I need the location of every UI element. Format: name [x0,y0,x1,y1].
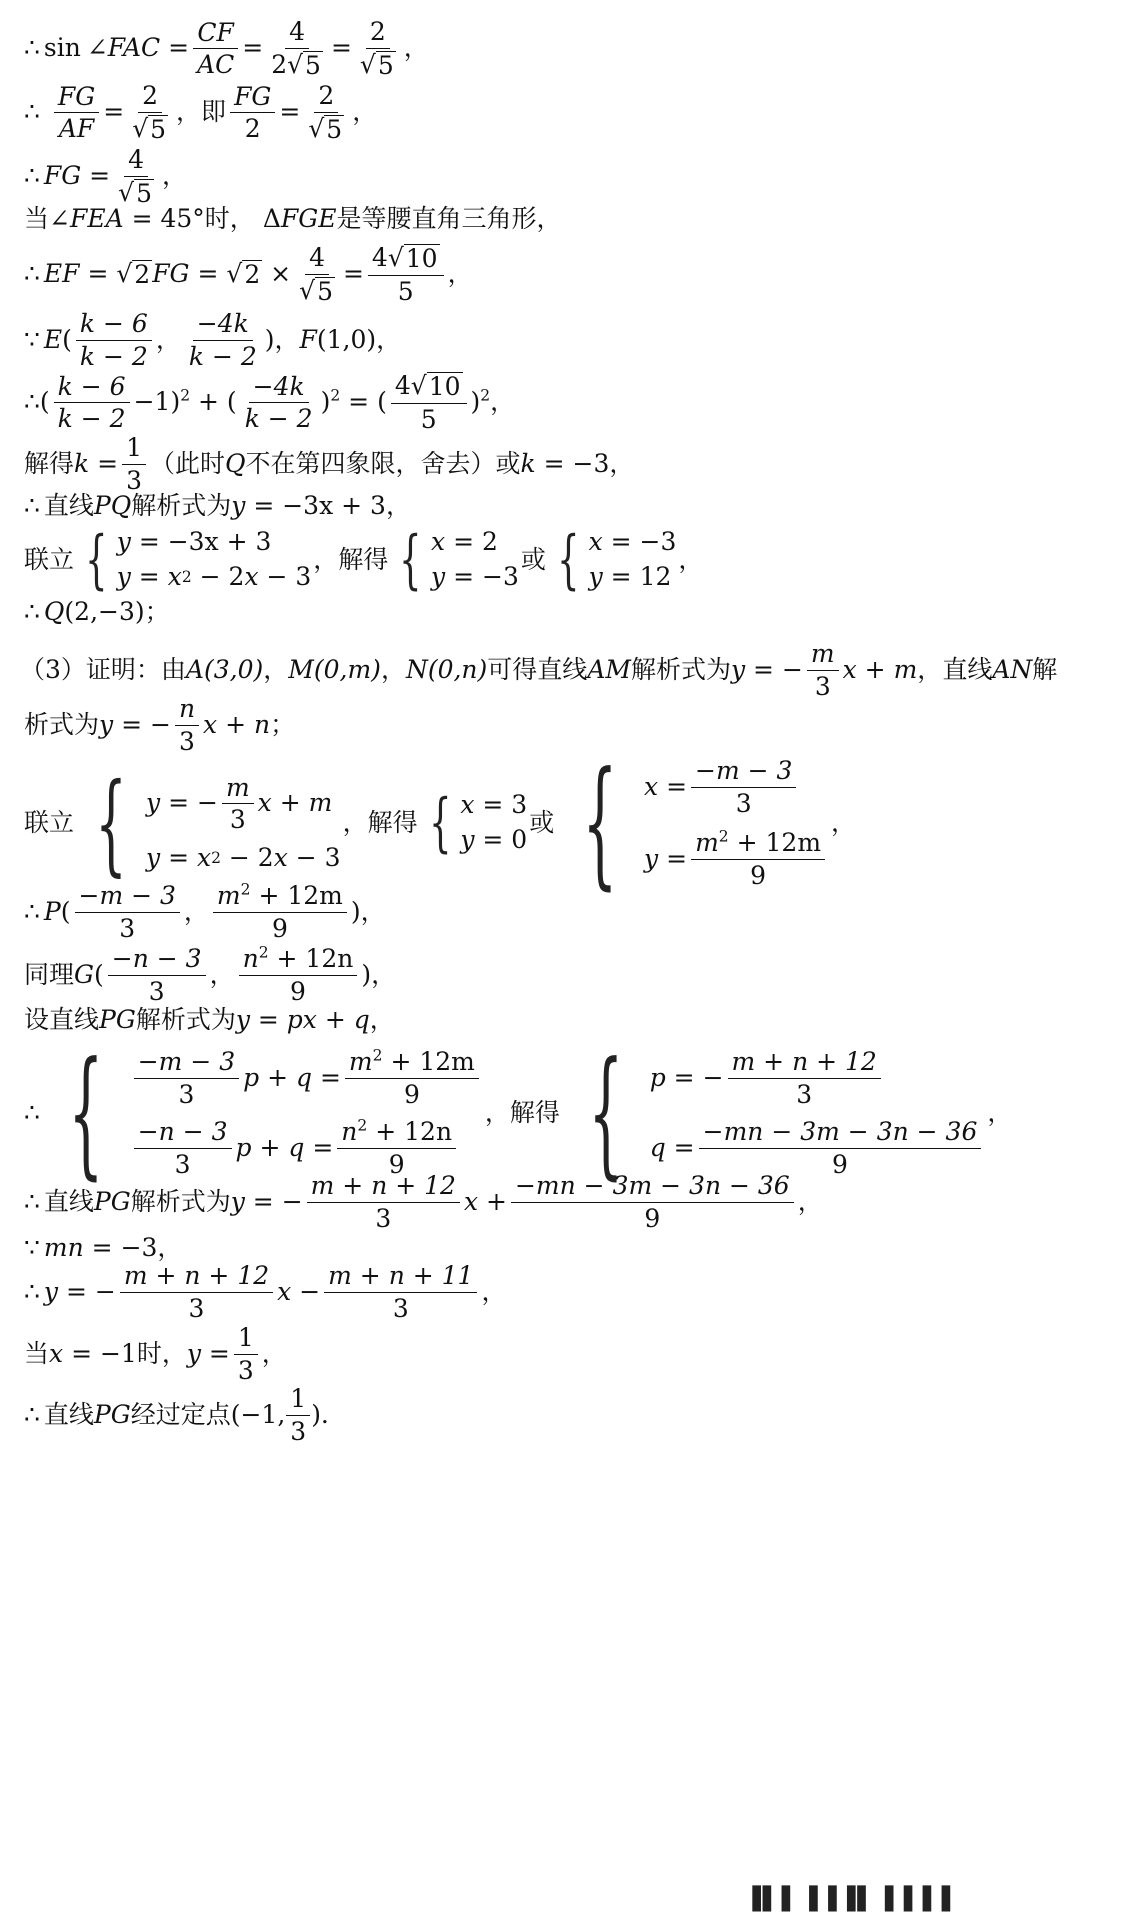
frac-fg-af: $\frac{FG}{AF}$ [54,83,99,143]
line-12: （3）证明：由 A(3,0) ， M(0,m) ， N(0,n) 可得直线 AM 解析式为 y = − $\frac{m}{3}$ x + m ， 直线 AN 解 [20,639,1058,701]
frac-4-2sqrt5: 4 2√ 5 [271,17,321,80]
line-14: 联立 { y = − $\frac{m}{3}$ x + m y = x 2 − 2 x − 3 ， 解得 { x = 3 y = 0 或 { x = $\frac{-m - 3}{3}$ y = $\frac{m^2 + 12m}{9}$ ， [24,742,857,903]
line-1: ∴ sin ∠ FAC = $\frac{CF}{AC}$ = 4 2√ 5 = 2 √ 5 ， [24,17,429,80]
frac-2-sqrt5: 2 √ 5 [359,17,394,80]
line-20: ∵ mn = −3 ， [24,1233,183,1262]
line-5: ∴ EF = √ 2 FG = √ 2 × 4 √ 5 = 4√ 10 5 ， [24,243,473,306]
line-2: ∴ $\frac{FG}{AF}$ = 2 √ 5 ， 即 $\frac{FG}{2}$ = 2 √ 5 ， [24,81,378,144]
line-17: 设直线 PG 解析式为 y = px + q ， [24,1005,395,1034]
sin: sin [43,33,81,63]
line-9: ∴ 直线 PQ 解析式为 y = −3x + 3 ， [24,491,411,520]
ji-label: 即 [201,97,227,127]
line-19: ∴ 直线 PG 解析式为 y = − $\frac{m + n + 12}{3}$ x + $\frac{-mn - 3m - 3n - 36}{9}$ ， [24,1171,823,1233]
therefore: ∴ [24,33,40,63]
line-4: 当 ∠ FEA = 45° 时 ， Δ FGE 是等腰直角三角形 ， [24,204,562,233]
line-11: ∴ Q (2,−3) ； [24,597,170,626]
frac-cf-ac: $\frac{CF}{AC}$ [193,19,238,79]
line-18: ∴ { $\frac{-m - 3}{3}$ p + q = $\frac{m^2 + 12m}{9}$ $\frac{-n - 3}{3}$ p + q = $\frac{n^2 + 12n}{9}$ ， 解得 { p = − $\frac{m + n + 12}{3}$ q = $\frac{-mn - 3m - 3n - 36}{9}$ ， [24,1032,1013,1193]
line-3: ∴ FG = 4 √ 5 ， [24,145,187,208]
line-21: ∴ y = − $\frac{m + n + 12}{3}$ x − $\frac{m + n + 11}{3}$ ， [24,1261,507,1323]
line-13: 析式为 y = − $\frac{n}{3}$ x + n ； [24,694,296,756]
watermark: ▐▌▌▐▐▐▌▐▐▐▐ [743,1887,952,1912]
system-1: { y = −3x + 3 y = x 2 − 2 x − 3 [85,523,312,597]
line-23: ∴ 直线 PG 经过定点 (−1, $\frac{1}{3}$ ) ． [24,1384,346,1446]
line-6: ∵ E ( $\frac{k - 6}{k - 2}$ ， $\frac{-4k}{k - 2}$ ) ， F (1,0) ， [24,309,402,371]
line-22: 当 x = −1 时 ， y = $\frac{1}{3}$ ， [24,1323,287,1385]
line-10: 联立 { y = −3x + 3 y = x 2 − 2 x − 3 ， 解得 { x = 2 y = −3 或 { x = −3 y = 12 ， [24,523,704,597]
var-fac: FAC [107,33,161,63]
line-7: ∴ ( $\frac{k - 6}{k - 2}$ − 1 )$^2$ + ( $\frac{-4k}{k - 2}$ )$^2$ = ( 4√ 10 5 )$^2$ ， [24,371,516,434]
line-15: ∴ P ( $\frac{-m - 3}{3}$ ， $\frac{m^2 + 12m}{9}$ ) ， [24,880,386,943]
line-16: 同理 G ( $\frac{-n - 3}{3}$ ， $\frac{n^2 + 12n}{9}$ ) ， [24,943,397,1006]
angle: ∠ [86,33,108,63]
line-8: 解得 k = $\frac{1}{3}$ （此时 Q 不在第四象限，舍去）或 k = −3 ， [24,433,635,495]
frac-fg-2: $\frac{FG}{2}$ [230,83,275,143]
